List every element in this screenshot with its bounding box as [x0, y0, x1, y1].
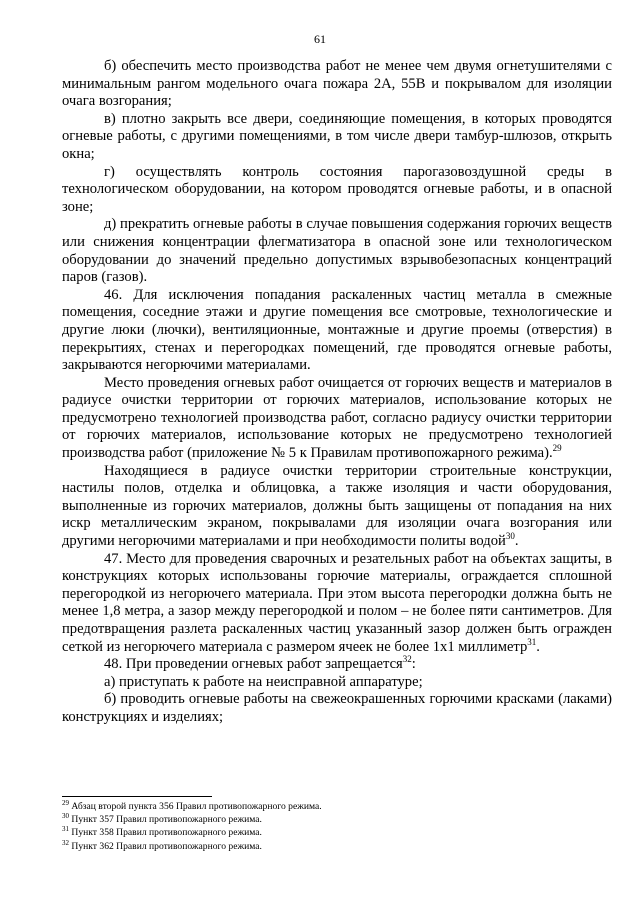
paragraph-a-faulty-equipment: а) приступать к работе на неисправной аппаратуре;	[104, 673, 423, 690]
paragraph-47: 47. Место для проведения сварочных и резательных работ на объектах защиты, в конструкциях которых использованы горючие материалы, ограждается сплошной перегородкой из негорючего материала. При этом высота перегородки должна быть не менее 1,8 метра, а зазор между перегородкой и полом – не более пяти сантиметров. Для предотвращения разлета раскаленных частиц указанный зазор должен быть огражден сеткой из негорючего материала с размером ячеек не более 1х1 миллиметр$^{31}$.	[62, 550, 612, 655]
footnote-ref-29: 29	[552, 443, 562, 454]
footnote-ref-30: 30	[505, 531, 515, 542]
footnote-ref-31: 31	[527, 636, 537, 647]
footnote-32: $^{32}$ Пункт 362 Правил противопожарного режима.	[62, 838, 262, 852]
page-number: 61	[314, 32, 326, 46]
paragraph-g-monitor-environment: г) осуществлять контроль состояния парогазовоздушной среды в технологическом оборудовании, на котором проводятся огневые работы, и в опасной зоне;	[62, 163, 612, 215]
paragraph-48: 48. При проведении огневых работ запрещается$^{32}$:	[104, 654, 416, 673]
footnote-30: $^{30}$ Пункт 357 Правил противопожарного режима.	[62, 812, 262, 826]
paragraph-46: 46. Для исключения попадания раскаленных частиц металла в смежные помещения, соседние этажи и другие помещения все смотровые, технологические и другие люки (лючки), вентиляционные, монтажные и другие проемы (отверстия) в перекрытиях, стенах и перегородках помещений, где проводятся огневые работы, закрываются негорючими материалами.	[62, 286, 612, 374]
paragraph-d-stop-works: д) прекратить огневые работы в случае повышения содержания горючих веществ или снижения концентрации флегматизатора в опасной зоне или технологическом оборудовании до значений предельно допустимых взрывобезопасных концентраций паров (газов).	[62, 216, 612, 286]
paragraph-b-painted-structures: б) проводить огневые работы на свежеокрашенных горючими красками (лаками) конструкциях и изделиях;	[62, 691, 612, 725]
footnote-29: $^{29}$ Абзац второй пункта 356 Правил противопожарного режима.	[62, 798, 322, 812]
paragraph-protect-structures: Находящиеся в радиусе очистки территории строительные конструкции, настилы полов, отделка и облицовка, а также изоляция и части оборудования, выполненные из горючих материалов, должны быть защищены от попадания на них искр металлическим экраном, покрывалами для изоляции очага возгорания или другими негорючими материалами и при необходимости политы водой$^{30}$.	[62, 462, 612, 550]
footnotes	[62, 800, 612, 853]
paragraph-cleaning-radius: Место проведения огневых работ очищается от горючих веществ и материалов в радиусе очистки территории от горючих материалов, использование которых не предусмотрено технологией производства работ, согласно радиусу очистки территории от горючих материалов, использование которых не предусмотрено технологией производства работ (приложение № 5 к Правилам противопожарного режима).$^{29}$	[62, 374, 612, 462]
footnote-ref-32: 32	[402, 654, 412, 665]
paragraph-v-close-doors: в) плотно закрыть все двери, соединяющие помещения, в которых проводятся огневые работы, с другими помещениями, в том числе двери тамбур-шлюзов, открыть окна;	[62, 110, 612, 162]
paragraph-b-extinguishers: б) обеспечить место производства работ не менее чем двумя огнетушителями с минимальным рангом модельного очага пожара 2А, 55В и покрывалом для изоляции очага возгорания;	[62, 58, 612, 110]
document-body	[62, 58, 612, 727]
footnote-divider	[62, 796, 212, 797]
footnote-31: $^{31}$ Пункт 358 Правил противопожарного режима.	[62, 825, 262, 839]
